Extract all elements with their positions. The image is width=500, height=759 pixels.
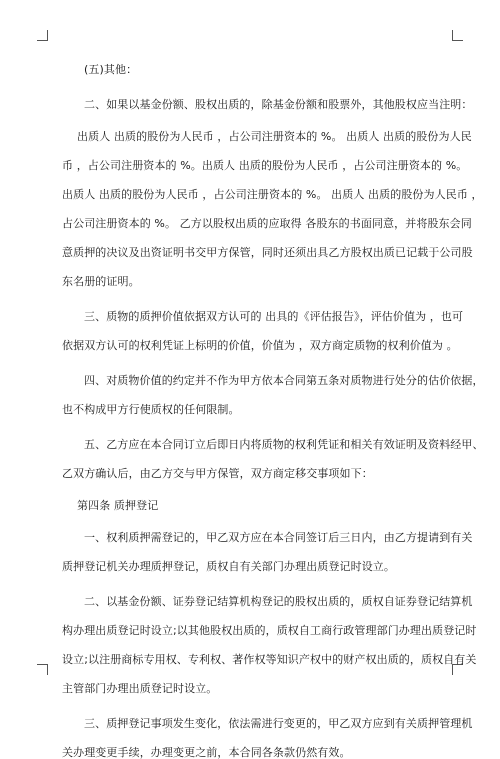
- paragraph-registration-3: [62, 717, 473, 759]
- paragraph-registration-2: [62, 595, 477, 695]
- pledgor-line: 东名册的证明。: [62, 275, 140, 288]
- paragraph-equity-other: 二、如果以基金份额、股权出质的，除基金份额和股票外，其他股权应当注明：: [84, 98, 473, 111]
- crop-mark-bottom-left: [37, 664, 48, 675]
- paragraph-line: 依据双方认可的权利凭证上标明的价值，价值为 ，双方商定质物的权利价值为 。: [62, 339, 458, 352]
- document-body: [62, 63, 484, 759]
- pledgor-line: 币 ，占公司注册资本的 %。出质人 出质的股份为人民币 ，占公司注册资本的 %。: [62, 159, 468, 172]
- paragraph-delivery: [62, 438, 484, 480]
- paragraph-line: 构办理出质登记时设立;以其他股权出质的，质权自工商行政管理部门办理出质登记时: [62, 624, 477, 637]
- pledgor-line: 出质人 出质的股份为人民币 ，占公司注册资本的 %。 出质人 出质的股份为人民币 ，: [62, 188, 483, 201]
- paragraph-line: 五、乙方应在本合同订立后即日内将质物的权利凭证和相关有效证明及资料经甲、: [84, 438, 484, 451]
- paragraph-line: 四、对质物价值的约定并不作为甲方依本合同第五条对质物进行处分的估价依据，: [84, 374, 484, 387]
- paragraph-line: 设立;以注册商标专用权、专利权、著作权等知识产权中的财产权出质的，质权自有关: [62, 653, 477, 666]
- paragraph-pledgor-shares: [62, 130, 483, 288]
- paragraph-value-agreement: [62, 374, 484, 416]
- paragraph-valuation: [62, 310, 464, 352]
- paragraph-line: 二、以基金份额、证券登记结算机构登记的股权出质的，质权自证券登记结算机: [84, 595, 473, 608]
- paragraph-line: 主管部门办理出质登记时设立。: [62, 682, 218, 695]
- article-heading-pledge-registration: 第四条 质押登记: [77, 499, 159, 512]
- paragraph-line: 三、质押登记事项发生变化，依法需进行变更的，甲乙双方应到有关质押管理机: [84, 717, 473, 730]
- pledgor-line: 意质押的决议及出资证明书交甲方保管，同时还须出具乙方股权出质已记载于公司股: [62, 246, 473, 259]
- crop-mark-top-right: [452, 30, 463, 41]
- paragraph-line: 一、权利质押需登记的，甲乙双方应在本合同签订后三日内，由乙方提请到有关: [84, 531, 473, 544]
- paragraph-line: 乙双方确认后，由乙方交与甲方保管，双方商定移交事项如下：: [62, 467, 373, 480]
- section-heading-other: (五)其他：: [84, 63, 138, 76]
- paragraph-line: 也不构成甲方行使质权的任何限制。: [62, 403, 240, 416]
- pledgor-line: 占公司注册资本的 %。 乙方以股权出质的应取得 各股东的书面同意，并将股东会同: [62, 217, 472, 230]
- pledgor-line: 出质人 出质的股份为人民币 ，占公司注册资本的 %。 出质人 出质的股份为人民: [77, 130, 472, 143]
- paragraph-line: 三、质物的质押价值依据双方认可的 出具的《评估报告》，评估价值为 ，也可: [84, 310, 464, 323]
- paragraph-line: 质押登记机关办理质押登记，质权自有关部门办理出质登记时设立。: [62, 560, 395, 573]
- paragraph-line: 关办理变更手续，办理变更之前，本合同各条款仍然有效。: [62, 746, 351, 759]
- crop-mark-top-left: [37, 30, 48, 41]
- paragraph-registration-1: [62, 531, 473, 573]
